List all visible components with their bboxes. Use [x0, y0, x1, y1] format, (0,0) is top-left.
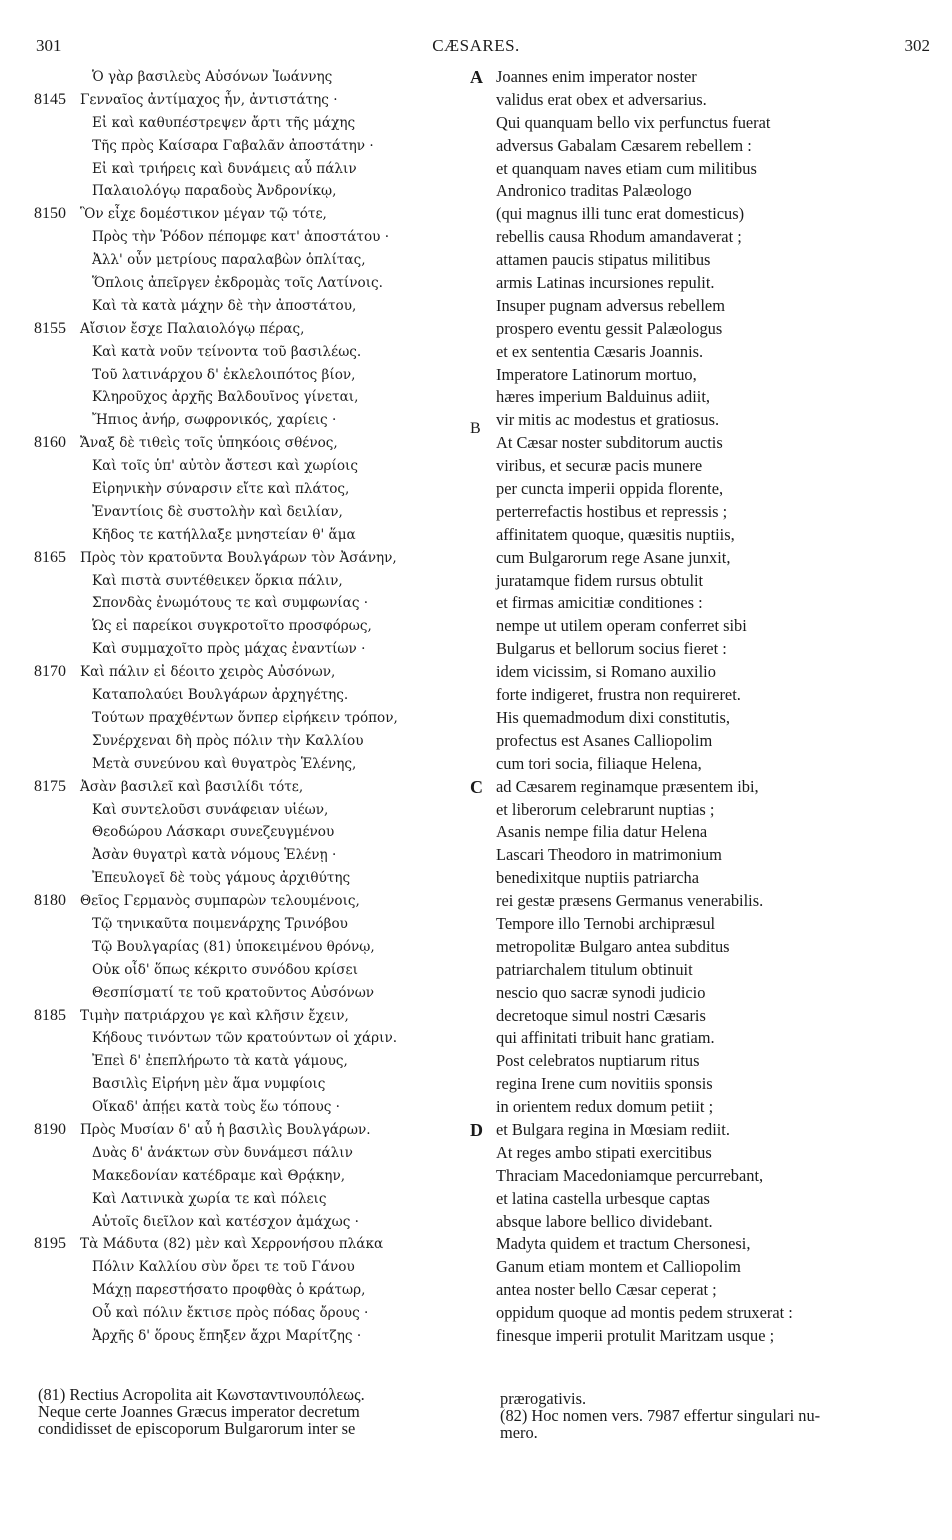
latin-line	[470, 799, 940, 822]
latin-line	[470, 112, 940, 135]
verse-number: 8195	[34, 1235, 66, 1253]
latin-line-text: cum Bulgarorum rege Asane junxit,	[496, 547, 731, 567]
latin-line	[470, 1233, 940, 1256]
greek-verse-line	[34, 1073, 464, 1096]
latin-line	[470, 272, 940, 295]
greek-verse-line	[34, 135, 464, 158]
greek-verse-line	[34, 1165, 464, 1188]
latin-line-text: At Cæsar noster subditorum auctis	[496, 433, 723, 453]
latin-line-text: Joannes enim imperator noster	[496, 67, 697, 86]
latin-line-text: (qui magnus illi tunc erat domesticus)	[496, 204, 745, 224]
latin-line-text: Asanis nempe filia datur Helena	[496, 822, 708, 842]
greek-verse-text: Πρὸς Μυσίαν δ' αὖ ἡ βασιλὶς Βουλγάρων.	[80, 1121, 371, 1138]
latin-line-text: His quemadmodum dixi constitutis,	[496, 707, 731, 727]
greek-verse-line	[34, 226, 464, 249]
greek-verse-line	[34, 959, 464, 982]
latin-line	[470, 776, 940, 799]
greek-verse-line	[34, 638, 464, 661]
footnote-line: prærogativis.	[500, 1389, 587, 1408]
latin-line	[470, 135, 940, 158]
latin-line	[470, 1050, 940, 1073]
greek-verse-text: Αὐτοῖς διεῖλον καὶ κατέσχον ἀμάχως ·	[92, 1213, 359, 1230]
latin-line-text: benedixitque nuptiis patriarcha	[496, 868, 699, 888]
verse-number: 8190	[34, 1120, 66, 1138]
latin-line	[470, 661, 940, 684]
latin-line-text: Thraciam Macedoniamque percurrebant,	[496, 1165, 764, 1185]
latin-line	[470, 1142, 940, 1165]
greek-verse-line	[34, 66, 464, 89]
latin-line-text: in orientem redux domum petiit ;	[496, 1097, 714, 1117]
latin-line-text: armis Latinas incursiones repulit.	[496, 273, 715, 293]
latin-line-text: Qui quanquam bello vix perfunctus fuerat	[496, 112, 771, 132]
latin-line	[470, 249, 940, 272]
latin-line-text: et Bulgara regina in Mœsiam rediit.	[496, 1119, 730, 1139]
latin-line-text: Madyta quidem et tractum Chersonesi,	[496, 1234, 751, 1254]
greek-verse-line	[34, 570, 464, 593]
greek-verse-line	[34, 982, 464, 1005]
latin-line-text: et quanquam naves etiam cum militibus	[496, 158, 757, 178]
latin-line	[470, 730, 940, 753]
greek-verse-line	[34, 203, 464, 226]
greek-verse-text: Καὶ τοῖς ὑπ' αὐτὸν ἄστεσι καὶ χωρίοις	[92, 458, 358, 475]
greek-verse-column	[34, 66, 464, 1348]
greek-verse-line	[34, 524, 464, 547]
latin-line	[470, 1188, 940, 1211]
greek-verse-text: Εἰ καὶ τριήρεις καὶ δυνάμεις αὖ πάλιν	[92, 160, 357, 177]
greek-verse-text: Ἐπεὶ δ' ἐπεπλήρωτο τὰ κατὰ γάμους,	[92, 1053, 348, 1070]
latin-line-text: et ex sententia Cæsaris Joannis.	[496, 341, 704, 361]
latin-line-text: Bulgarus et bellorum socius fieret :	[496, 639, 727, 659]
greek-verse-line	[34, 844, 464, 867]
latin-line-text: oppidum quoque ad montis pedem struxerat :	[496, 1303, 793, 1323]
greek-verse-line	[34, 615, 464, 638]
greek-verse-text: Ἀσὰν βασιλεῖ καὶ βασιλίδι τότε,	[80, 778, 304, 795]
greek-verse-text: Ἀρχῆς δ' ὅρους ἔπηξεν ἄχρι Μαρίτζης ·	[92, 1327, 362, 1344]
latin-line-text: profectus est Asanes Calliopolim	[496, 730, 713, 750]
greek-verse-text: Οἴκαδ' ἀπῄει κατὰ τοὺς ἕω τόπους ·	[92, 1099, 340, 1116]
greek-verse-line	[34, 1256, 464, 1279]
greek-verse-line	[34, 1188, 464, 1211]
greek-verse-text: Κήδους τινόντων τῶν κρατούντων οἱ χάριν.	[92, 1030, 398, 1047]
latin-line	[470, 386, 940, 409]
greek-verse-line	[34, 821, 464, 844]
greek-verse-line	[34, 753, 464, 776]
latin-line	[470, 707, 940, 730]
section-marker: A	[470, 67, 483, 87]
greek-verse-text: Παλαιολόγῳ παραδοὺς Ἀνδρονίκῳ,	[92, 183, 337, 200]
latin-line-text: adversus Gabalam Cæsarem rebellem :	[496, 135, 752, 155]
latin-line-text: et latina castella urbesque captas	[496, 1188, 710, 1208]
greek-verse-text: Καταπολαύει Βουλγάρων ἀρχηγέτης.	[92, 687, 349, 704]
latin-line-text: vir mitis ac modestus et gratiosus.	[496, 410, 720, 430]
section-marker: C	[470, 776, 483, 797]
latin-line-text: prospero eventu gessit Palæologus	[496, 318, 723, 338]
greek-verse-line	[34, 707, 464, 730]
verse-number: 8170	[34, 663, 66, 681]
latin-line	[470, 1073, 940, 1096]
footnote-line: mero.	[500, 1423, 538, 1442]
latin-line-text: Tempore illo Ternobi archipræsul	[496, 913, 716, 933]
latin-line-text: viribus, et securæ pacis munere	[496, 456, 703, 476]
greek-verse-text: Καὶ πιστὰ συντέθεικεν ὅρκια πάλιν,	[92, 572, 343, 589]
greek-verse-line	[34, 272, 464, 295]
greek-verse-line	[34, 180, 464, 203]
latin-line	[470, 409, 940, 438]
greek-verse-text: Ἐναντίοις δὲ συστολὴν καὶ δειλίαν,	[92, 503, 343, 520]
greek-verse-line	[34, 455, 464, 478]
greek-verse-text: Ἐπευλογεῖ δὲ τοὺς γάμους ἀρχιθύτης	[92, 870, 351, 887]
latin-translation-column	[470, 66, 940, 1348]
greek-verse-line	[34, 799, 464, 822]
greek-verse-line	[34, 89, 464, 112]
section-marker: B	[470, 420, 481, 438]
running-title: CÆSARES.	[432, 36, 520, 55]
latin-line	[470, 592, 940, 615]
footnote-line: Neque certe Joannes Græcus imperator decretum	[38, 1402, 360, 1421]
latin-line	[470, 821, 940, 844]
greek-verse-line	[34, 1279, 464, 1302]
latin-line	[470, 936, 940, 959]
footnote-line: (82) Hoc nomen vers. 7987 effertur singulari nu-	[500, 1406, 821, 1425]
greek-verse-line	[34, 1096, 464, 1119]
latin-line-text: cum tori socia, filiaque Helena,	[496, 753, 702, 773]
greek-verse-text: Μετὰ συνεύνου καὶ θυγατρὸς Ἑλένης,	[92, 755, 357, 772]
latin-line-text: metropolitæ Bulgaro antea subditus	[496, 936, 730, 956]
latin-line	[470, 1256, 940, 1279]
greek-verse-text: Δυὰς δ' ἀνάκτων σὺν δυνάμεσι πάλιν	[92, 1144, 353, 1161]
greek-verse-text: Τὰ Μάδυτα (82) μὲν καὶ Χερρονήσου πλάκα	[80, 1236, 384, 1253]
latin-line	[470, 1325, 940, 1348]
latin-line	[470, 547, 940, 570]
latin-line-text: Insuper pugnam adversus rebellem	[496, 295, 725, 315]
latin-line-text: per cuncta imperii oppida florente,	[496, 479, 724, 499]
latin-line	[470, 501, 940, 524]
section-marker: D	[470, 1119, 483, 1140]
greek-verse-text: Τῆς πρὸς Καίσαρα Γαβαλᾶν ἀποστάτην ·	[92, 137, 374, 154]
greek-verse-line	[34, 1302, 464, 1325]
latin-line	[470, 226, 940, 249]
greek-verse-line	[34, 730, 464, 753]
greek-verse-line	[34, 661, 464, 684]
verse-number: 8180	[34, 892, 66, 910]
greek-verse-line	[34, 409, 464, 432]
greek-verse-text: Ὅπλοις ἀπεῖργεν ἐκδρομὰς τοῖς Λατίνοις.	[92, 275, 383, 292]
greek-verse-line	[34, 890, 464, 913]
greek-verse-text: Εἰ καὶ καθυπέστρεψεν ἄρτι τῆς μάχης	[92, 114, 356, 131]
greek-verse-text: Πρὸς τὴν Ῥόδον πέπομφε κατ' ἀποστάτου ·	[92, 229, 390, 246]
greek-verse-text: Οὗ καὶ πόλιν ἔκτισε πρὸς πόδας ὄρους ·	[92, 1305, 369, 1322]
greek-verse-text: Ὁ γὰρ βασιλεὺς Αὐσόνων Ἰωάννης	[92, 69, 333, 85]
latin-line	[470, 1302, 940, 1325]
latin-line	[470, 1096, 940, 1119]
latin-line	[470, 982, 940, 1005]
greek-verse-line	[34, 592, 464, 615]
greek-verse-text: Μάχῃ παρεστήσατο προφθὰς ὁ κράτωρ,	[92, 1282, 366, 1299]
latin-line	[470, 180, 940, 203]
latin-line-text: absque labore bellico dividebant.	[496, 1211, 713, 1231]
footnotes-right	[500, 1390, 940, 1441]
greek-verse-line	[34, 386, 464, 409]
verse-number: 8160	[34, 434, 66, 452]
latin-line-text: et liberorum celebrarunt nuptias ;	[496, 799, 715, 819]
greek-verse-text: Θεῖος Γερμανὸς συμπαρὼν τελουμένοις,	[80, 893, 360, 910]
greek-verse-text: Πόλιν Καλλίου σὺν ὄρει τε τοῦ Γάνου	[92, 1259, 355, 1276]
latin-line-text: antea noster bello Cæsar ceperat ;	[496, 1280, 717, 1300]
greek-verse-line	[34, 684, 464, 707]
greek-verse-text: Θεσπίσματί τε τοῦ κρατοῦντος Αὐσόνων	[92, 984, 375, 1001]
latin-line	[470, 89, 940, 112]
greek-verse-text: Ἄναξ δὲ τιθεὶς τοῖς ὑπηκόοις σθένος,	[80, 435, 338, 452]
latin-line-text: At reges ambo stipati exercitibus	[496, 1142, 712, 1162]
latin-line	[470, 364, 940, 387]
greek-verse-text: Καὶ Λατινικὰ χωρία τε καὶ πόλεις	[92, 1190, 327, 1207]
greek-verse-text: Εἰρηνικὴν σύναρσιν εἴτε καὶ πλάτος,	[92, 481, 350, 498]
verse-number: 8150	[34, 205, 66, 223]
greek-verse-text: Τοῦ λατινάρχου δ' ἐκλελοιπότος βίον,	[92, 366, 356, 383]
greek-verse-line	[34, 112, 464, 135]
latin-line-text: nescio quo sacræ synodi judicio	[496, 982, 706, 1002]
latin-line-text: patriarchalem titulum obtinuit	[496, 959, 693, 979]
greek-verse-text: Καὶ συντελοῦσι συνάφειαν υἱέων,	[92, 801, 329, 818]
verse-number: 8185	[34, 1006, 66, 1024]
latin-line	[470, 1005, 940, 1028]
greek-verse-text: Τιμὴν πατριάρχου γε καὶ κλῆσιν ἔχειν,	[80, 1007, 349, 1024]
latin-line-text: rebellis causa Rhodum amandaverat ;	[496, 227, 742, 247]
greek-verse-text: Τούτων πραχθέντων ὅνπερ εἰρήκειν τρόπον,	[92, 709, 398, 726]
greek-verse-line	[34, 501, 464, 524]
greek-verse-line	[34, 547, 464, 570]
latin-line	[470, 1027, 940, 1050]
footnotes-left	[38, 1386, 478, 1437]
footnote-line: condidisset de episcoporum Bulgarorum inter se	[38, 1419, 356, 1438]
greek-verse-text: Συνέρχεναι δὴ πρὸς πόλιν τὴν Καλλίου	[92, 732, 364, 749]
latin-line	[470, 478, 940, 501]
latin-line	[470, 295, 940, 318]
latin-line-text: Imperatore Latinorum mortuo,	[496, 364, 697, 384]
latin-line	[470, 455, 940, 478]
latin-line	[470, 959, 940, 982]
greek-verse-text: Ἀλλ' οὖν μετρίους παραλαβὼν ὁπλίτας,	[92, 252, 366, 269]
greek-verse-text: Ὡς εἰ παρείκοι συγκροτοῖτο προσφόρως,	[92, 618, 372, 635]
latin-line	[470, 890, 940, 913]
greek-verse-text: Καὶ κατὰ νοῦν τείνοντα τοῦ βασιλέως.	[92, 343, 362, 360]
verse-number: 8175	[34, 777, 66, 795]
latin-line	[470, 1119, 940, 1142]
latin-line	[470, 913, 940, 936]
latin-line-text: ad Cæsarem reginamque præsentem ibi,	[496, 776, 759, 796]
latin-line	[470, 615, 940, 638]
latin-line-text: validus erat obex et adversarius.	[496, 89, 707, 109]
latin-line	[470, 203, 940, 226]
greek-verse-text: Ἤπιος ἀνήρ, σωφρονικός, χαρίεις ·	[92, 412, 337, 429]
latin-line-text: rei gestæ præsens Germanus venerabilis.	[496, 891, 764, 911]
greek-verse-line	[34, 1027, 464, 1050]
latin-line-text: forte indigeret, frustra non requireret.	[496, 685, 741, 705]
latin-line-text: attamen paucis stipatus militibus	[496, 250, 711, 270]
greek-verse-line	[34, 1119, 464, 1142]
latin-line	[470, 684, 940, 707]
latin-line	[470, 867, 940, 890]
latin-line	[470, 844, 940, 867]
page-number-right: 302	[904, 36, 930, 55]
latin-line-text: perterrefactis hostibus et repressis ;	[496, 501, 728, 521]
greek-verse-line	[34, 364, 464, 387]
greek-verse-line	[34, 432, 464, 455]
latin-line	[470, 432, 940, 455]
greek-verse-line	[34, 776, 464, 799]
greek-verse-text: Πρὸς τὸν κρατοῦντα Βουλγάρων τὸν Ἀσάνην,	[80, 549, 397, 566]
greek-verse-line	[34, 936, 464, 959]
greek-verse-line	[34, 1050, 464, 1073]
greek-verse-line	[34, 913, 464, 936]
latin-line	[470, 524, 940, 547]
latin-line	[470, 318, 940, 341]
greek-verse-line	[34, 1211, 464, 1234]
latin-line	[470, 570, 940, 593]
greek-verse-text: Βασιλὶς Εἰρήνη μὲν ἅμα νυμφίοις	[92, 1076, 326, 1093]
greek-verse-text: Τῷ Βουλγαρίας (81) ὑποκειμένου θρόνῳ,	[92, 938, 375, 955]
latin-line	[470, 66, 940, 89]
latin-line	[470, 1165, 940, 1188]
latin-line-text: nempe ut utilem operam conferret sibi	[496, 616, 747, 636]
latin-line	[470, 158, 940, 181]
greek-verse-text: Αἴσιον ἔσχε Παλαιολόγῳ πέρας,	[80, 320, 305, 337]
latin-line-text: affinitatem quoque, quæsitis nuptiis,	[496, 524, 735, 544]
latin-line	[470, 638, 940, 661]
greek-verse-text: Κληροῦχος ἀρχῆς Βαλδουῖνος γίνεται,	[92, 389, 359, 406]
greek-verse-text: Μακεδονίαν κατέδραμε καὶ Θρᾴκην,	[92, 1167, 346, 1184]
greek-verse-line	[34, 1325, 464, 1348]
greek-verse-text: Γενναῖος ἀντίμαχος ἦν, ἀντιστάτης ·	[80, 91, 338, 108]
page-number-left: 301	[36, 36, 62, 55]
greek-verse-text: Κῆδος τε κατήλλαξε μνηστείαν θ' ἅμα	[92, 526, 356, 543]
latin-line-text: Ganum etiam montem et Calliopolim	[496, 1257, 741, 1277]
greek-verse-line	[34, 158, 464, 181]
greek-verse-line	[34, 249, 464, 272]
greek-verse-line	[34, 318, 464, 341]
greek-verse-line	[34, 478, 464, 501]
verse-number: 8155	[34, 319, 66, 337]
latin-line-text: Lascari Theodoro in matrimonium	[496, 845, 722, 865]
latin-line-text: Andronico traditas Palæologo	[496, 181, 692, 201]
latin-line	[470, 1211, 940, 1234]
verse-number: 8165	[34, 548, 66, 566]
greek-verse-line	[34, 1233, 464, 1256]
greek-verse-text: Θεοδώρου Λάσκαρι συνεζευγμένου	[92, 824, 335, 841]
latin-line-text: hæres imperium Balduinus adiit,	[496, 387, 710, 407]
greek-verse-text: Τῷ τηνικαῦτα ποιμενάρχης Τρινόβου	[92, 915, 348, 932]
latin-line	[470, 1279, 940, 1302]
greek-verse-text: Ὃν εἶχε δομέστικον μέγαν τῷ τότε,	[80, 206, 327, 223]
footnote-line: (81) Rectius Acropolita ait Κωνσταντινουπόλεως.	[38, 1385, 365, 1404]
latin-line-text: et firmas amicitiæ conditiones :	[496, 593, 703, 613]
latin-line-text: juratamque fidem rursus obtulit	[496, 570, 704, 590]
greek-verse-text: Σπονδὰς ἐνωμότους τε καὶ συμφωνίας ·	[92, 595, 369, 612]
latin-line-text: qui affinitati tribuit hanc gratiam.	[496, 1028, 715, 1048]
latin-line	[470, 753, 940, 776]
greek-verse-text: Οὐκ οἶδ' ὅπως κέκριτο συνόδου κρίσει	[92, 961, 358, 978]
greek-verse-text: Καὶ συμμαχοῖτο πρὸς μάχας ἐναντίων ·	[92, 641, 366, 658]
latin-line-text: regina Irene cum novitiis sponsis	[496, 1074, 713, 1094]
greek-verse-text: Ἀσὰν θυγατρὶ κατὰ νόμους Ἑλένῃ ·	[92, 847, 337, 864]
greek-verse-text: Καὶ τὰ κατὰ μάχην δὲ τὴν ἀποστάτου,	[92, 297, 357, 314]
greek-verse-line	[34, 295, 464, 318]
latin-line-text: idem vicissim, si Romano auxilio	[496, 662, 716, 682]
verse-number: 8145	[34, 90, 66, 108]
greek-verse-line	[34, 1005, 464, 1028]
greek-verse-text: Καὶ πάλιν εἰ δέοιτο χειρὸς Αὐσόνων,	[80, 664, 336, 681]
greek-verse-line	[34, 867, 464, 890]
latin-line	[470, 341, 940, 364]
latin-line-text: Post celebratos nuptiarum ritus	[496, 1051, 700, 1071]
greek-verse-line	[34, 1142, 464, 1165]
greek-verse-line	[34, 341, 464, 364]
latin-line-text: finesque imperii protulit Maritzam usque ;	[496, 1325, 775, 1345]
latin-line-text: decretoque simul nostri Cæsaris	[496, 1005, 706, 1025]
